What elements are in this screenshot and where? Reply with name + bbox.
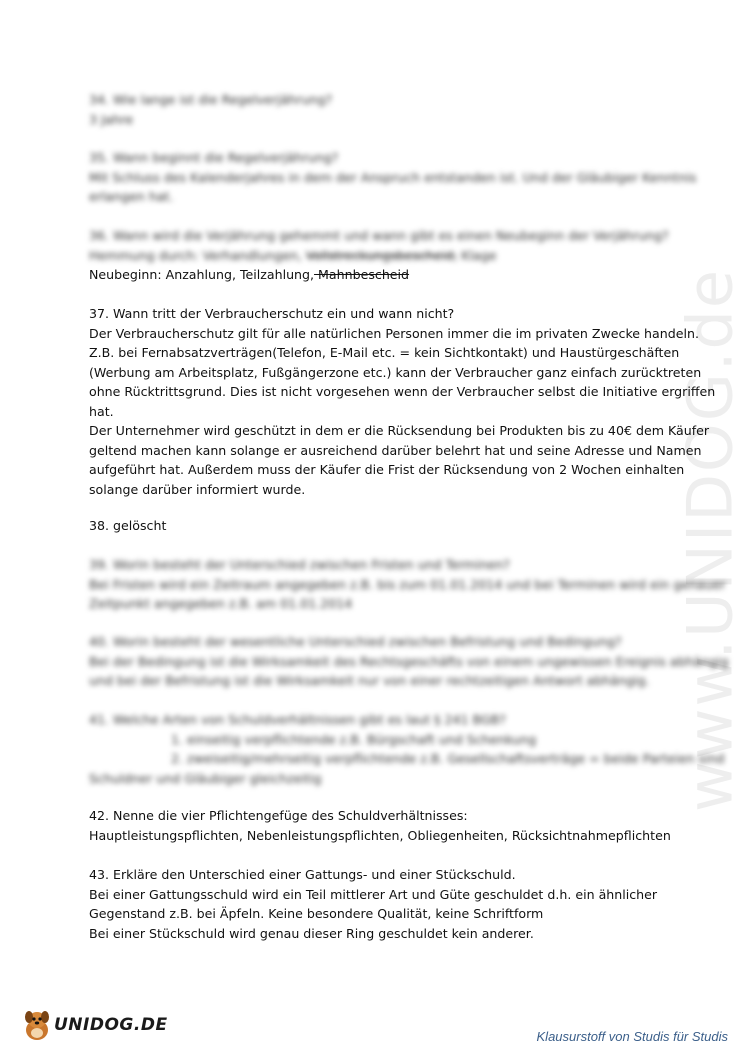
answer-text: Schuldner und Gläubiger gleichzeitig [89, 770, 322, 786]
question-35 [89, 148, 697, 207]
answer-text: Zeitpunkt angegeben z.B. am 01.01.2014 [89, 596, 353, 611]
answer-text [89, 265, 689, 285]
answer-line: Z.B. bei Fernabsatzverträgen(Telefon, E-Mail etc. = kein Sichtkontakt) und Haustürgeschäften [89, 345, 680, 360]
answer-segment: Neubeginn: Anzahlung, Teilzahlung, [89, 267, 315, 282]
struck-text: Vollstreckungsbescheid, [305, 247, 458, 263]
answer-segment: Klage [461, 247, 497, 263]
answer-text: und bei der Befristung ist die Wirksamkeit nur von einer rechtzeitigen Antwort abhängig. [89, 673, 650, 688]
answer-text: Bei der Bedingung ist die Wirksamkeit des Rechtsgeschäfts von einem ungewissen Ereignis abhängig [89, 653, 729, 669]
answer-segment: Hemmung durch: Verhandlungen, [89, 247, 302, 263]
question-42 [89, 806, 689, 845]
question-37 [89, 304, 716, 499]
question-text: 39. Worin besteht der Unterschied zwischen Fristen und Terminen? [89, 557, 510, 572]
footer-tagline: Klausurstoff von Studis für Studis [536, 1029, 728, 1044]
answer-text [89, 246, 689, 266]
watermark: www.UNIDOG.de [673, 268, 747, 812]
question-text: 38. gelöscht [89, 518, 167, 533]
logo-text: UNIDOG.DE [54, 1015, 168, 1035]
answer-text: Bei einer Stückschuld wird genau dieser Ring geschuldet kein anderer. [89, 925, 534, 941]
answer-text: 3 Jahre [89, 111, 134, 127]
answer-line: Der Verbraucherschutz gilt für alle natürlichen Personen immer die im privaten Zwecke handeln. [89, 325, 699, 341]
question-text: 36. Wann wird die Verjährung gehemmt und wann gibt es einen Neubeginn der Verjährung? [89, 228, 669, 243]
question-text: 43. Erkläre den Unterschied einer Gattungs- und einer Stückschuld. [89, 867, 516, 882]
answer-text: Mit Schluss des Kalenderjahres in dem der Anspruch entstanden ist. Und der Gläubiger Kenntnis [89, 169, 697, 185]
unidog-logo[interactable] [22, 1008, 168, 1042]
question-text: 42. Nenne die vier Pflichtengefüge des Schuldverhältnisses: [89, 808, 468, 823]
question-text: 37. Wann tritt der Verbraucherschutz ein und wann nicht? [89, 306, 455, 321]
question-text: 41. Welche Arten von Schuldverhältnissen gibt es laut § 241 BGB? [89, 712, 506, 727]
list-item: 1. einseitig verpflichtende z.B. Bürgschaft und Schenkung [171, 731, 537, 747]
question-text: 40. Worin besteht der wesentliche Unterschied zwischen Befristung und Bedingung? [89, 634, 622, 649]
answer-text: erlangen hat. [89, 189, 174, 204]
question-39 [89, 555, 726, 614]
answer-line: Der Unternehmer wird geschützt in dem er die Rücksendung bei Produkten bis zu 40€ dem Käufer [89, 423, 710, 438]
list-item: 2. zweiseitig/mehrseitig verpflichtende z.B. Gesellschaftsverträge = beide Parteien sind [171, 751, 725, 766]
dog-mascot-icon [22, 1008, 52, 1042]
answer-text: Bei Fristen wird ein Zeitraum angegeben z.B. bis zum 01.01.2014 und bei Terminen wird ein genauer [89, 576, 726, 592]
answer-text: Gegenstand z.B. bei Äpfeln. Keine besondere Qualität, keine Schriftform [89, 906, 544, 921]
question-text: 34. Wie lange ist die Regelverjährung? [89, 92, 333, 107]
answer-line: (Werbung am Arbeitsplatz, Fußgängerzone etc.) kann der Verbraucher ganz einfach zurücktreten [89, 364, 702, 380]
question-36 [89, 226, 689, 285]
question-34 [89, 90, 689, 129]
answer-line: hat. [89, 403, 114, 419]
answer-line: ohne Rücktrittsgrund. Dies ist nicht vorgesehen wenn der Verbraucher selbst die Initiative ergriffen [89, 384, 716, 399]
question-43 [89, 865, 689, 943]
question-text: 35. Wann beginnt die Regelverjährung? [89, 150, 339, 165]
answer-text: Bei einer Gattungsschuld wird ein Teil mittlerer Art und Güte geschuldet d.h. ein ähnlicher [89, 886, 658, 902]
answer-text: Hauptleistungspflichten, Nebenleistungspflichten, Obliegenheiten, Rücksichtnahmepflichten [89, 827, 671, 843]
question-41 [89, 710, 725, 788]
struck-text: Mahnbescheid [314, 267, 410, 282]
question-40 [89, 632, 729, 691]
question-38 [89, 516, 689, 536]
answer-line: solange darüber informiert wurde. [89, 481, 306, 497]
answer-line: aufgeführt hat. Außerdem muss der Käufer die Frist der Rücksendung von 2 Wochen einhalten [89, 462, 685, 477]
answer-line: geltend machen kann solange er ausreichend darüber belehrt hat und seine Adresse und Namen [89, 442, 702, 458]
